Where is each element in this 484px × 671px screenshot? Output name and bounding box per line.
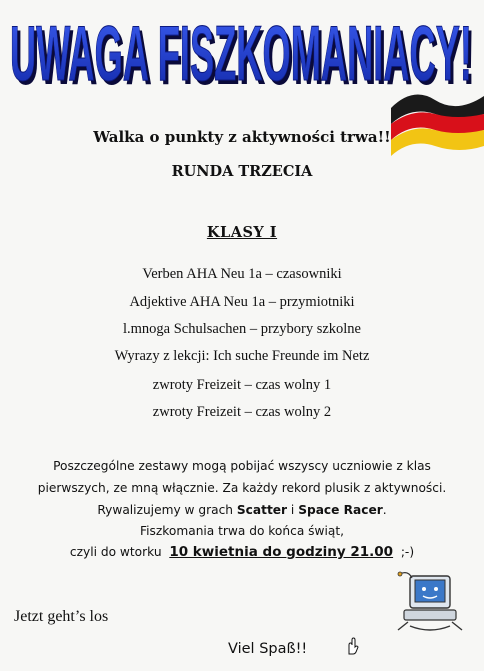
info-line-games — [0, 503, 484, 517]
info-text: ;-) — [393, 545, 415, 559]
set-item: Verben AHA Neu 1a – czasowniki — [142, 266, 342, 282]
hand-icon — [345, 637, 359, 655]
info-text: czyli do wtorku — [69, 545, 170, 559]
round-title: RUNDA TRZECIA — [171, 163, 313, 180]
info-line: Poszczególne zestawy mogą pobijać wszyscy uczniowie z klas — [53, 459, 431, 473]
set-item: zwroty Freizeit – czas wolny 2 — [152, 404, 332, 420]
info-text: Rywalizujemy w grach — [97, 503, 237, 517]
info-text: i — [287, 503, 299, 517]
footer-left: Jetzt geht’s los — [14, 608, 109, 625]
set-item: Adjektive AHA Neu 1a – przymiotniki — [129, 294, 355, 310]
class-heading: KLASY I — [206, 224, 278, 241]
set-item: l.mnoga Schulsachen – przybory szkolne — [123, 321, 361, 337]
computer-mascot-icon — [390, 570, 472, 634]
info-text: . — [382, 503, 387, 517]
game-space-racer: Space Racer — [298, 503, 383, 517]
info-line-deadline — [0, 544, 484, 560]
info-line: Fiszkomania trwa do końca świąt, — [140, 524, 344, 538]
svg-text:UWAGA FISZKOMANIACY!: UWAGA FISZKOMANIACY! — [12, 14, 475, 96]
game-scatter: Scatter — [236, 503, 288, 517]
subtitle: Walka o punkty z aktywności trwa!! — [93, 128, 391, 146]
footer-right: Viel Spaß!! — [228, 641, 308, 657]
set-item: zwroty Freizeit – czas wolny 1 — [152, 377, 332, 393]
info-line: pierwszych, ze mną włącznie. Za każdy rekord plusik z aktywności. — [37, 481, 447, 495]
deadline: 10 kwietnia do godziny 21.00 — [169, 544, 394, 560]
headline-text: UWAGA FISZKOMANIACY! — [10, 14, 473, 96]
set-item: Wyrazy z lekcji: Ich suche Freunde im Netz — [114, 348, 370, 364]
